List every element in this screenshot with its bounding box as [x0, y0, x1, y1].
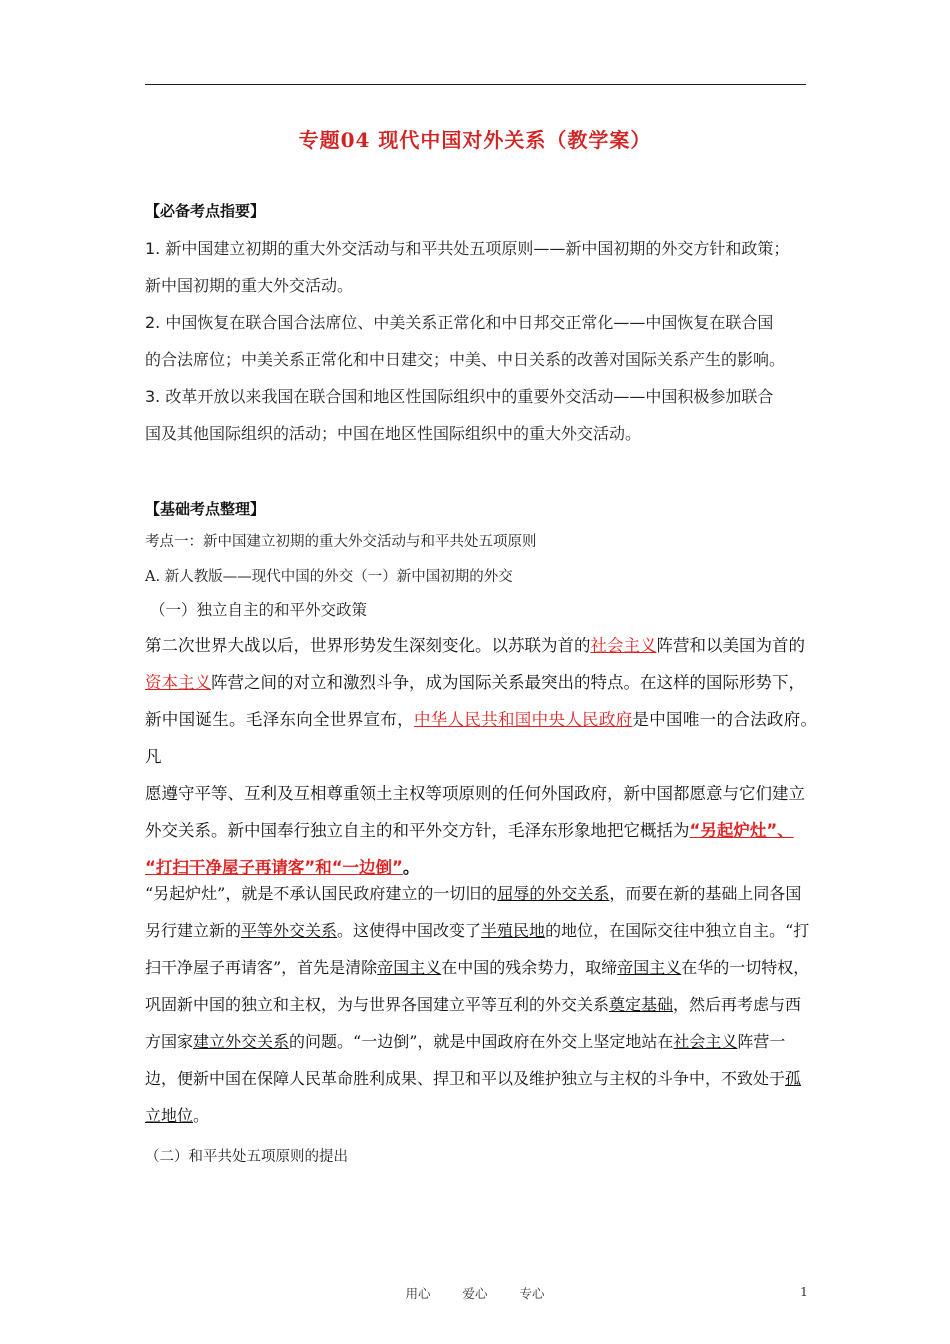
- text-run: 。: [402, 858, 420, 877]
- text-run: 愿遵守平等、互利及互相尊重领土主权等项原则的任何外国政府，新中国都愿意与它们建立: [145, 784, 805, 803]
- highlight-term: 社会主义: [590, 636, 657, 655]
- subheading-five-principles: （二）和平共处五项原则的提出: [145, 1149, 348, 1165]
- underlined-term: 奠定基础: [609, 995, 674, 1014]
- footer-motto: 用心: [405, 1286, 431, 1301]
- text-run: ，然后再考虑与西方国家: [145, 995, 802, 1051]
- point-one-heading: 考点一：新中国建立初期的重大外交活动与和平共处五项原则: [145, 534, 537, 550]
- underlined-term: 屈辱的外交关系: [497, 884, 610, 903]
- document-title: 专题04 现代中国对外关系（教学案）: [298, 128, 652, 152]
- header-rule: [145, 84, 806, 85]
- text-run: 在华的一切特权，巩固新中国的独立和主权，为与世界各国建立平等互利的外交关系: [145, 958, 810, 1014]
- underlined-term: 社会主义: [673, 1032, 738, 1051]
- essentials-line: 2. 中国恢复在联合国合法席位、中美关系正常化和中日邦交正常化——中国恢复在联合国: [145, 313, 774, 332]
- explanation-paragraph: [145, 875, 813, 1134]
- footer-motto: 专心: [519, 1286, 545, 1301]
- footer-motto: 爱心: [462, 1286, 488, 1301]
- text-run: 阵营之间的对立和激烈斗争，成为国际关系最突出的特点。在这样的国际形势下，: [211, 673, 805, 692]
- highlight-term: “打扫干净屋子再请客”和“一边倒”: [145, 858, 403, 877]
- text-run: 的问题。“一边倒”，就是中国政府在外交上坚定地站在: [289, 1032, 674, 1051]
- text-run: 新中国诞生。毛泽东向全世界宣布，: [145, 710, 414, 729]
- text-run: 在中国的残余势力，取缔: [441, 958, 618, 977]
- highlight-term: 资本主义: [145, 673, 211, 692]
- essentials-list: [145, 230, 825, 452]
- text-run: 阵营和以美国为首的: [656, 636, 805, 655]
- text-run: 阵营一边，便新中国在保障人民革命胜利成果、捍卫和平以及维护独立与主权的斗争中，不致处于: [145, 1032, 786, 1088]
- text-run: 第二次世界大战以后，世界形势发生深刻变化。以苏联为首的: [145, 636, 591, 655]
- page-number: 1: [800, 1284, 808, 1299]
- section-heading-essentials: 【必备考点指要】: [145, 202, 266, 220]
- section-heading-basics: 【基础考点整理】: [145, 500, 266, 518]
- essentials-line: 3. 改革开放以来我国在联合国和地区性国际组织中的重要外交活动——中国积极参加联合: [145, 387, 774, 406]
- essentials-line: 新中国初期的重大外交活动。: [145, 276, 354, 295]
- underlined-term: 帝国主义: [617, 958, 682, 977]
- highlight-term: 中华人民共和国中央人民政府: [413, 710, 633, 729]
- point-a-heading: A. 新人教版——现代中国的外交（一）新中国初期的外交: [145, 569, 513, 585]
- essentials-line: 国及其他国际组织的活动；中国在地区性国际组织中的重大外交活动。: [145, 424, 642, 443]
- policy-paragraph: [145, 627, 817, 886]
- essentials-line: 的合法席位；中美关系正常化和中日建交；中美、中日关系的改善对国际关系产生的影响。: [145, 350, 786, 369]
- text-run: 。这使得中国改变了: [337, 921, 482, 940]
- text-run: 。: [193, 1106, 210, 1125]
- highlight-term: “另起炉灶”、: [689, 821, 794, 840]
- underlined-term: 帝国主义: [377, 958, 442, 977]
- text-run: 外交关系。新中国奉行独立自主的和平外交方针，毛泽东形象地把它概括为: [145, 821, 690, 840]
- text-run: 的地位，在国际交往中独立自主。“打扫干净屋子再请客”，首先是清除: [145, 921, 810, 977]
- underlined-term: 孤立地位: [145, 1069, 802, 1125]
- text-run: “另起炉灶”，就是不承认国民政府建立的一切旧的: [145, 884, 498, 903]
- underlined-term: 建立外交关系: [193, 1032, 290, 1051]
- text-run: ，而要在新的基础上同各国另行建立新的: [145, 884, 802, 940]
- underlined-term: 半殖民地: [481, 921, 546, 940]
- text-run: 是中国唯一的合法政府。凡: [145, 710, 818, 766]
- essentials-line: 1. 新中国建立初期的重大外交活动与和平共处五项原则——新中国初期的外交方针和政策；: [145, 239, 790, 258]
- subheading-independent-policy: （一）独立自主的和平外交政策: [150, 601, 368, 619]
- underlined-term: 平等外交关系: [241, 921, 338, 940]
